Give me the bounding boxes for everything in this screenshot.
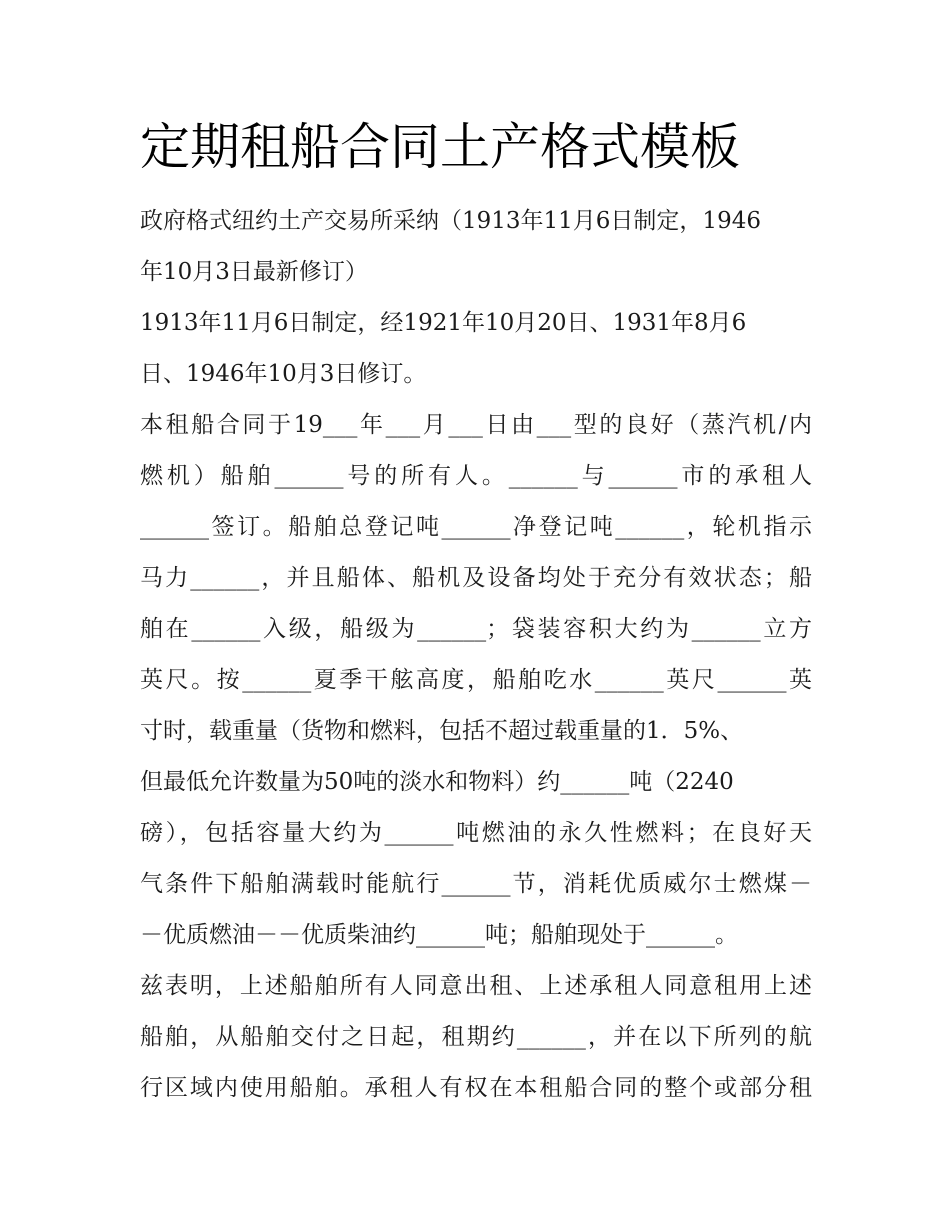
body-line-15: －优质燃油－－优质柴油约______吨；船舶现处于______。: [140, 922, 738, 948]
body-line-12: 但最低允许数量为50吨的淡水和物料）约______吨（2240: [140, 769, 734, 795]
body-line-8: 马力______，并且船体、船机及设备均处于充分有效状态；船: [140, 565, 812, 591]
body-line-14: 气条件下船舶满载时能航行______节，消耗优质威尔士燃煤－: [140, 871, 812, 897]
document-title: 定期租船合同土产格式模板: [140, 118, 740, 176]
body-line-3: 1913年11月6日制定，经1921年10月20日、1931年8月6: [140, 310, 747, 336]
body-line-18: 行区域内使用船舶。承租人有权在本租船合同的整个或部分租: [140, 1075, 812, 1101]
body-line-5: 本租船合同于19___年___月___日由___型的良好（蒸汽机/内: [140, 412, 812, 438]
body-line-6: 燃机）船舶______号的所有人。______与______市的承租人: [140, 463, 812, 489]
body-line-9: 舶在______入级，船级为______；袋装容积大约为______立方: [140, 616, 812, 642]
body-line-13: 磅），包括容量大约为______吨燃油的永久性燃料；在良好天: [140, 820, 812, 846]
body-line-17: 船舶，从船舶交付之日起，租期约______，并在以下所列的航: [140, 1024, 812, 1050]
body-line-2: 年10月3日最新修订）: [140, 259, 368, 285]
body-line-11: 寸时，载重量（货物和燃料，包括不超过载重量的1．5%、: [140, 718, 744, 744]
body-line-1: 政府格式纽约土产交易所采纳（1913年11月6日制定，1946: [140, 208, 761, 234]
body-line-7: ______签订。船舶总登记吨______净登记吨______，轮机指示: [140, 514, 812, 540]
body-line-10: 英尺。按______夏季干舷高度，船舶吃水______英尺______英: [140, 667, 812, 693]
body-line-16: 兹表明，上述船舶所有人同意出租、上述承租人同意租用上述: [140, 973, 812, 999]
body-line-4: 日、1946年10月3日修订。: [140, 361, 427, 387]
document-body: [140, 196, 812, 1114]
